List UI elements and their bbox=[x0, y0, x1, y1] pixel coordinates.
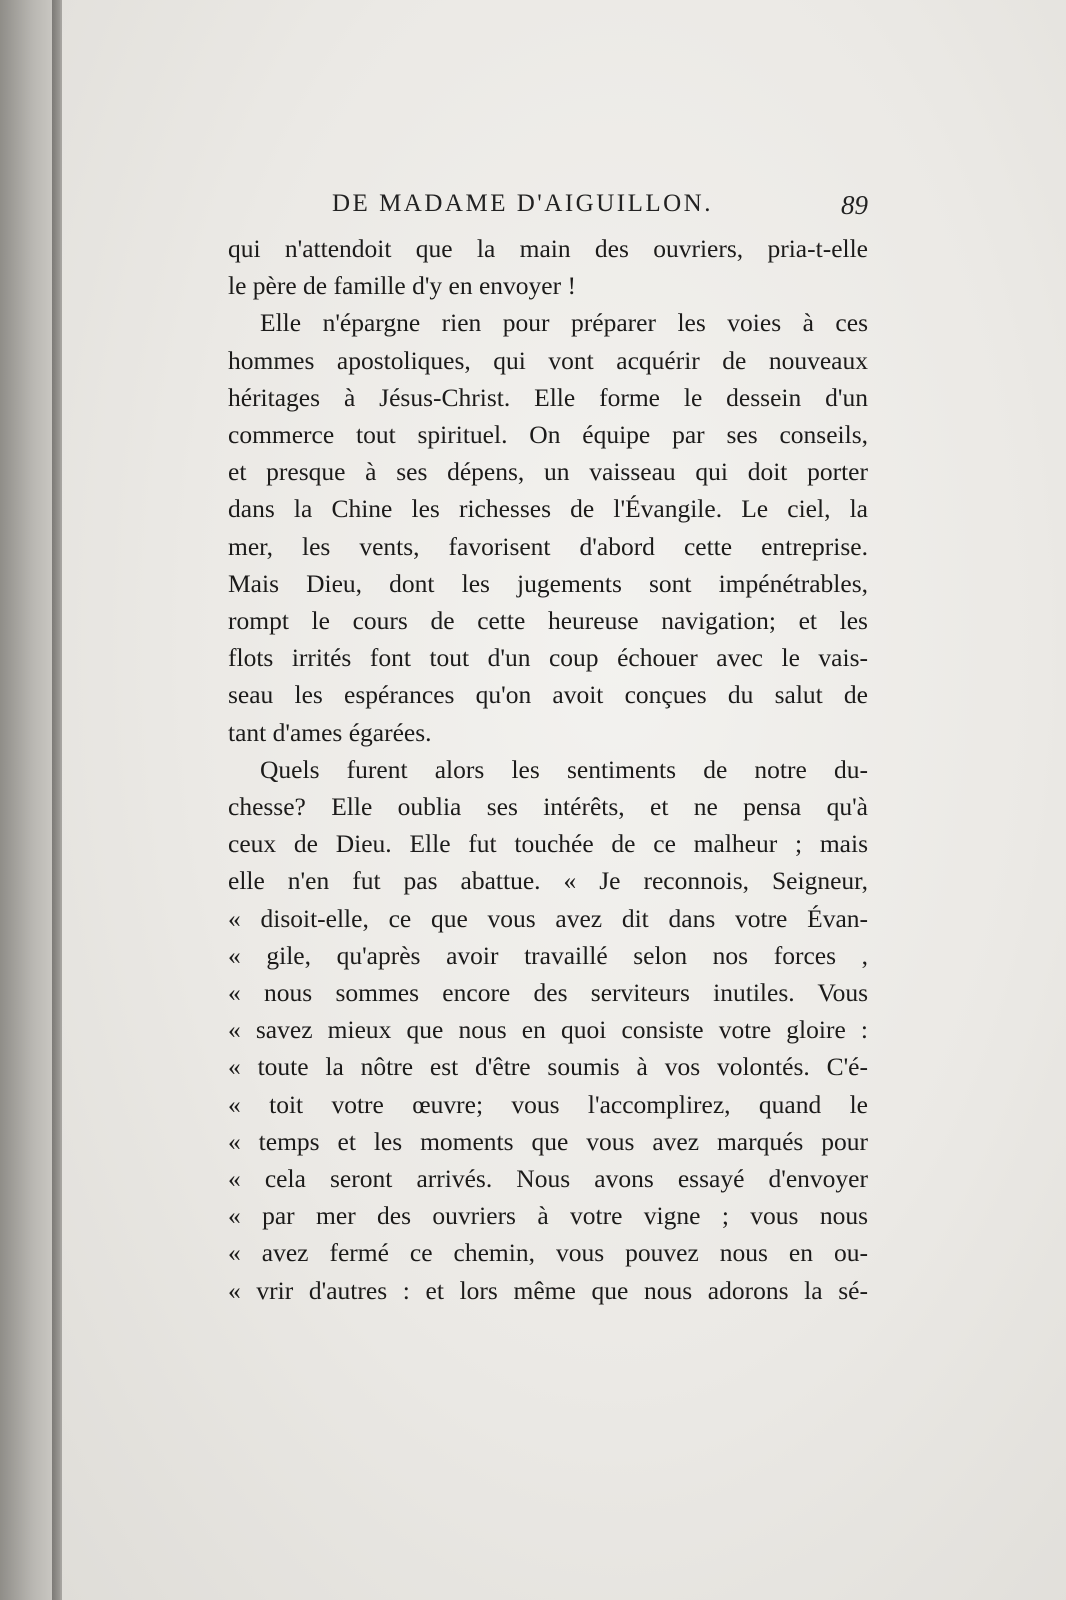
text-line: Mais Dieu, dont les jugements sont impénétrables, bbox=[228, 568, 868, 598]
text-line: ceux de Dieu. Elle fut touchée de ce malheur ; mais bbox=[228, 829, 868, 859]
text-line: rompt le cours de cette heureuse navigation; et les bbox=[228, 606, 868, 636]
text-line: qui n'attendoit que la main des ouvriers, pria-t-elle bbox=[228, 234, 868, 263]
text-line: et presque à ses dépens, un vaisseau qui doit porter bbox=[228, 457, 868, 487]
facing-page-edge bbox=[0, 0, 60, 1600]
text-line: dans la Chine les richesses de l'Évangile. Le ciel, la bbox=[228, 494, 868, 524]
text-line: commerce tout spirituel. On équipe par ses conseils, bbox=[228, 420, 868, 450]
text-line: mer, les vents, favorisent d'abord cette entreprise. bbox=[228, 531, 868, 561]
text-line: « vrir d'autres : et lors même que nous adorons la sé- bbox=[228, 1275, 868, 1305]
book-page bbox=[62, 0, 1066, 1600]
text-line: « temps et les moments que vous avez marqués pour bbox=[228, 1126, 868, 1156]
paragraph-1 bbox=[228, 230, 868, 304]
text-line: Elle n'épargne rien pour préparer les voies à ces bbox=[260, 308, 868, 338]
text-line: héritages à Jésus-Christ. Elle forme le dessein d'un bbox=[228, 382, 868, 412]
text-line: « gile, qu'après avoir travaillé selon nos forces , bbox=[228, 940, 868, 970]
text-line: chesse? Elle oublia ses intérêts, et ne pensa qu'à bbox=[228, 792, 868, 822]
paragraph-2 bbox=[228, 304, 868, 750]
running-head bbox=[228, 190, 868, 230]
text-line: « par mer des ouvriers à votre vigne ; vous nous bbox=[228, 1201, 868, 1231]
text-line: « disoit-elle, ce que vous avez dit dans votre Évan- bbox=[228, 903, 868, 933]
text-block bbox=[228, 190, 868, 1309]
running-title: DE MADAME D'AIGUILLON. bbox=[332, 190, 713, 217]
text-line: « avez fermé ce chemin, vous pouvez nous en ou- bbox=[228, 1238, 868, 1268]
text-line: elle n'en fut pas abattue. « Je reconnois, Seigneur, bbox=[228, 866, 868, 896]
paragraph-3 bbox=[228, 751, 868, 1309]
text-line: le père de famille d'y en envoyer ! bbox=[228, 271, 576, 301]
text-line: « nous sommes encore des serviteurs inutiles. Vous bbox=[228, 978, 868, 1008]
text-line: « cela seront arrivés. Nous avons essayé d'envoyer bbox=[228, 1164, 868, 1194]
text-line: tant d'ames égarées. bbox=[228, 717, 432, 747]
text-line: « toute la nôtre est d'être soumis à vos volontés. C'é- bbox=[228, 1052, 868, 1082]
text-line: Quels furent alors les sentiments de notre du- bbox=[260, 754, 868, 784]
text-line: seau les espérances qu'on avoit conçues du salut de bbox=[228, 680, 868, 710]
text-line: flots irrités font tout d'un coup échouer avec le vais- bbox=[228, 643, 868, 673]
page-number: 89 bbox=[841, 190, 868, 220]
text-line: « toit votre œuvre; vous l'accomplirez, quand le bbox=[228, 1089, 868, 1119]
text-line: hommes apostoliques, qui vont acquérir de nouveaux bbox=[228, 345, 868, 375]
text-line: « savez mieux que nous en quoi consiste votre gloire : bbox=[228, 1015, 868, 1045]
